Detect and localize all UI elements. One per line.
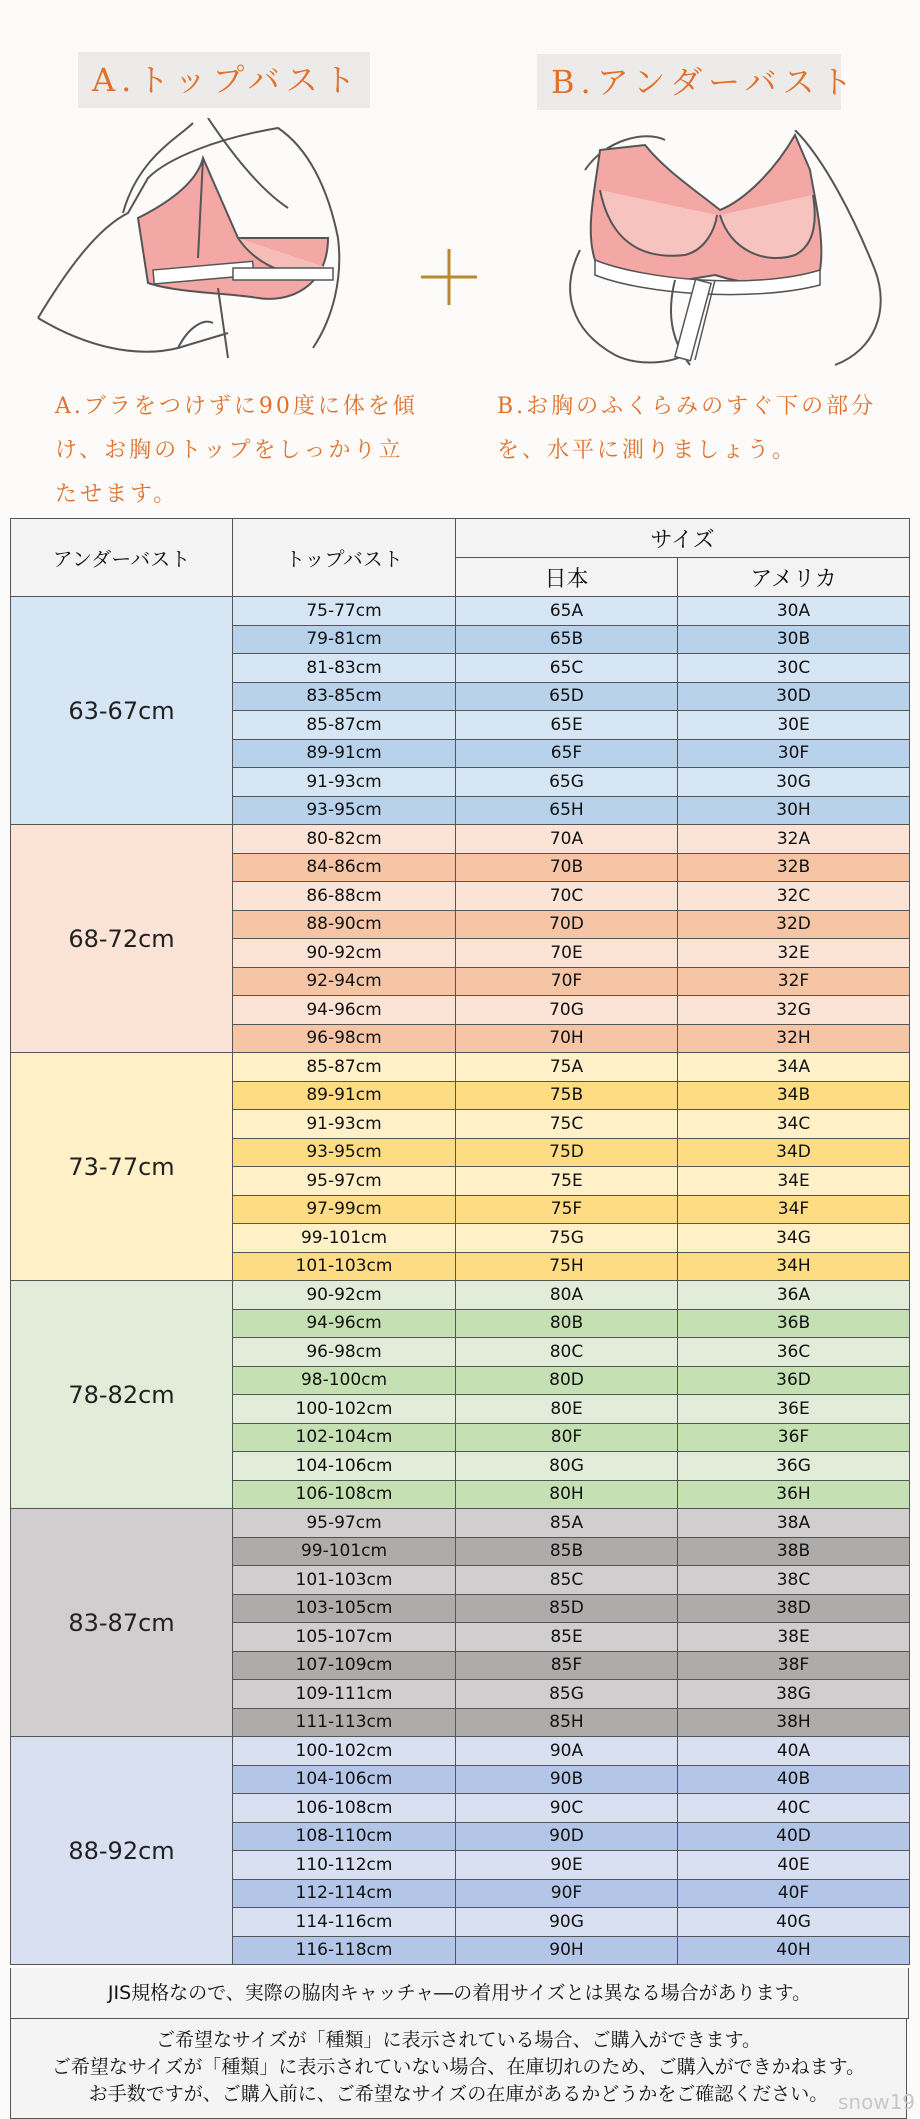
usa-size-cell: 36G <box>678 1452 910 1481</box>
japan-size-cell: 80A <box>456 1281 678 1310</box>
under-bust-illustration <box>555 130 900 375</box>
usa-size-cell: 40B <box>678 1765 910 1794</box>
top-bust-cell: 96-98cm <box>233 1338 456 1367</box>
top-bust-cell: 86-88cm <box>233 882 456 911</box>
japan-size-cell: 75B <box>456 1081 678 1110</box>
top-bust-cell: 80-82cm <box>233 825 456 854</box>
usa-size-cell: 30F <box>678 739 910 768</box>
header-usa: アメリカ <box>678 558 910 597</box>
usa-size-cell: 36E <box>678 1395 910 1424</box>
usa-size-cell: 32D <box>678 910 910 939</box>
desc-b-line: B.お胸のふくらみのすぐ下の部分 <box>497 394 877 419</box>
japan-size-cell: 65G <box>456 768 678 797</box>
usa-size-cell: 38E <box>678 1623 910 1652</box>
usa-size-cell: 32H <box>678 1024 910 1053</box>
japan-size-cell: 85A <box>456 1509 678 1538</box>
usa-size-cell: 30A <box>678 597 910 626</box>
japan-size-cell: 70A <box>456 825 678 854</box>
japan-size-cell: 90G <box>456 1908 678 1937</box>
usa-size-cell: 38B <box>678 1537 910 1566</box>
japan-size-cell: 75D <box>456 1138 678 1167</box>
top-bust-cell: 89-91cm <box>233 1081 456 1110</box>
purchase-note-line: お手数ですが、ご購入前に、ご希望なサイズの在庫があるかどうかをご確認ください。 <box>88 2083 829 2105</box>
size-table-body <box>11 597 910 1965</box>
label-under-bust: B.アンダーバスト <box>537 54 841 110</box>
usa-size-cell: 32C <box>678 882 910 911</box>
japan-size-cell: 70G <box>456 996 678 1025</box>
size-chart <box>10 518 909 1965</box>
japan-size-cell: 90C <box>456 1794 678 1823</box>
japan-size-cell: 70B <box>456 853 678 882</box>
size-table <box>10 518 910 1965</box>
usa-size-cell: 36B <box>678 1309 910 1338</box>
top-bust-cell: 112-114cm <box>233 1879 456 1908</box>
usa-size-cell: 30D <box>678 682 910 711</box>
top-bust-cell: 107-109cm <box>233 1651 456 1680</box>
top-bust-cell: 85-87cm <box>233 1053 456 1082</box>
japan-size-cell: 70D <box>456 910 678 939</box>
japan-size-cell: 80B <box>456 1309 678 1338</box>
purchase-note-line: ご希望なサイズが「種類」に表示されていない場合、在庫切れのため、ご購入ができかねます。 <box>51 2056 866 2078</box>
top-bust-cell: 83-85cm <box>233 682 456 711</box>
top-bust-cell: 98-100cm <box>233 1366 456 1395</box>
top-bust-cell: 95-97cm <box>233 1167 456 1196</box>
header-size: サイズ <box>456 519 910 558</box>
japan-size-cell: 65F <box>456 739 678 768</box>
jis-note: JIS規格なので、実際の脇肉キャッチャ―の着用サイズとは異なる場合があります。 <box>10 1968 909 2019</box>
table-row <box>11 597 910 626</box>
japan-size-cell: 70E <box>456 939 678 968</box>
label-top-bust: A.トップバスト <box>78 52 370 108</box>
header-top-bust: トップバスト <box>233 519 456 597</box>
usa-size-cell: 34F <box>678 1195 910 1224</box>
top-bust-cell: 103-105cm <box>233 1594 456 1623</box>
top-bust-cell: 109-111cm <box>233 1680 456 1709</box>
japan-size-cell: 90B <box>456 1765 678 1794</box>
usa-size-cell: 36A <box>678 1281 910 1310</box>
usa-size-cell: 40G <box>678 1908 910 1937</box>
usa-size-cell: 32F <box>678 967 910 996</box>
usa-size-cell: 36D <box>678 1366 910 1395</box>
measurement-guide <box>0 0 920 518</box>
usa-size-cell: 30G <box>678 768 910 797</box>
watermark: snow19 <box>838 2090 916 2114</box>
top-bust-cell: 95-97cm <box>233 1509 456 1538</box>
japan-size-cell: 80C <box>456 1338 678 1367</box>
under-bust-cell: 78-82cm <box>11 1281 233 1509</box>
usa-size-cell: 34A <box>678 1053 910 1082</box>
top-bust-cell: 100-102cm <box>233 1395 456 1424</box>
top-bust-cell: 85-87cm <box>233 711 456 740</box>
japan-size-cell: 65H <box>456 796 678 825</box>
top-bust-cell: 114-116cm <box>233 1908 456 1937</box>
japan-size-cell: 75F <box>456 1195 678 1224</box>
japan-size-cell: 80G <box>456 1452 678 1481</box>
top-bust-cell: 104-106cm <box>233 1452 456 1481</box>
japan-size-cell: 85E <box>456 1623 678 1652</box>
usa-size-cell: 34E <box>678 1167 910 1196</box>
under-bust-cell: 88-92cm <box>11 1737 233 1965</box>
top-bust-cell: 111-113cm <box>233 1708 456 1737</box>
top-bust-cell: 101-103cm <box>233 1252 456 1281</box>
japan-size-cell: 90F <box>456 1879 678 1908</box>
top-bust-cell: 99-101cm <box>233 1224 456 1253</box>
japan-size-cell: 70H <box>456 1024 678 1053</box>
under-bust-cell: 68-72cm <box>11 825 233 1053</box>
japan-size-cell: 90E <box>456 1851 678 1880</box>
usa-size-cell: 40F <box>678 1879 910 1908</box>
top-bust-cell: 102-104cm <box>233 1423 456 1452</box>
top-bust-description <box>55 385 445 517</box>
usa-size-cell: 32B <box>678 853 910 882</box>
top-bust-cell: 94-96cm <box>233 996 456 1025</box>
table-row <box>11 825 910 854</box>
top-bust-cell: 91-93cm <box>233 1110 456 1139</box>
top-bust-cell: 88-90cm <box>233 910 456 939</box>
top-bust-cell: 93-95cm <box>233 796 456 825</box>
usa-size-cell: 38G <box>678 1680 910 1709</box>
japan-size-cell: 85H <box>456 1708 678 1737</box>
japan-size-cell: 65D <box>456 682 678 711</box>
top-bust-cell: 97-99cm <box>233 1195 456 1224</box>
usa-size-cell: 34C <box>678 1110 910 1139</box>
desc-a-line: け、お胸のトップをしっかり立 <box>55 438 404 463</box>
usa-size-cell: 34B <box>678 1081 910 1110</box>
usa-size-cell: 38D <box>678 1594 910 1623</box>
japan-size-cell: 85C <box>456 1566 678 1595</box>
japan-size-cell: 75E <box>456 1167 678 1196</box>
japan-size-cell: 70F <box>456 967 678 996</box>
japan-size-cell: 90A <box>456 1737 678 1766</box>
japan-size-cell: 75G <box>456 1224 678 1253</box>
top-bust-cell: 99-101cm <box>233 1537 456 1566</box>
usa-size-cell: 40H <box>678 1936 910 1965</box>
under-bust-cell: 83-87cm <box>11 1509 233 1737</box>
purchase-note-line: ご希望なサイズが「種類」に表示されている場合、ご購入ができます。 <box>156 2029 761 2051</box>
japan-size-cell: 85F <box>456 1651 678 1680</box>
top-bust-cell: 94-96cm <box>233 1309 456 1338</box>
top-bust-cell: 89-91cm <box>233 739 456 768</box>
top-bust-cell: 116-118cm <box>233 1936 456 1965</box>
japan-size-cell: 65A <box>456 597 678 626</box>
usa-size-cell: 40D <box>678 1822 910 1851</box>
usa-size-cell: 38A <box>678 1509 910 1538</box>
japan-size-cell: 80D <box>456 1366 678 1395</box>
japan-size-cell: 65B <box>456 625 678 654</box>
table-row <box>11 1509 910 1538</box>
usa-size-cell: 32E <box>678 939 910 968</box>
top-bust-cell: 92-94cm <box>233 967 456 996</box>
header-under-bust: アンダーバスト <box>11 519 233 597</box>
japan-size-cell: 85G <box>456 1680 678 1709</box>
usa-size-cell: 34G <box>678 1224 910 1253</box>
usa-size-cell: 34D <box>678 1138 910 1167</box>
top-bust-cell: 90-92cm <box>233 1281 456 1310</box>
top-bust-cell: 96-98cm <box>233 1024 456 1053</box>
japan-size-cell: 75H <box>456 1252 678 1281</box>
under-bust-cell: 73-77cm <box>11 1053 233 1281</box>
under-bust-cell: 63-67cm <box>11 597 233 825</box>
japan-size-cell: 80F <box>456 1423 678 1452</box>
japan-size-cell: 90H <box>456 1936 678 1965</box>
usa-size-cell: 34H <box>678 1252 910 1281</box>
top-bust-illustration <box>28 118 358 368</box>
top-bust-cell: 106-108cm <box>233 1480 456 1509</box>
top-bust-cell: 84-86cm <box>233 853 456 882</box>
top-bust-cell: 79-81cm <box>233 625 456 654</box>
top-bust-cell: 104-106cm <box>233 1765 456 1794</box>
usa-size-cell: 36C <box>678 1338 910 1367</box>
usa-size-cell: 36F <box>678 1423 910 1452</box>
desc-a-line: A.ブラをつけずに90度に体を傾 <box>55 394 418 419</box>
table-row <box>11 1281 910 1310</box>
japan-size-cell: 65C <box>456 654 678 683</box>
usa-size-cell: 30B <box>678 625 910 654</box>
purchase-note <box>10 2019 907 2119</box>
japan-size-cell: 80H <box>456 1480 678 1509</box>
desc-b-line: を、水平に測りましょう。 <box>497 438 798 463</box>
top-bust-cell: 110-112cm <box>233 1851 456 1880</box>
header-japan: 日本 <box>456 558 678 597</box>
usa-size-cell: 32G <box>678 996 910 1025</box>
top-bust-cell: 105-107cm <box>233 1623 456 1652</box>
table-row <box>11 1053 910 1082</box>
japan-size-cell: 85D <box>456 1594 678 1623</box>
table-row <box>11 1737 910 1766</box>
usa-size-cell: 36H <box>678 1480 910 1509</box>
top-bust-cell: 81-83cm <box>233 654 456 683</box>
usa-size-cell: 38F <box>678 1651 910 1680</box>
japan-size-cell: 65E <box>456 711 678 740</box>
plus-icon <box>419 247 479 307</box>
top-bust-cell: 91-93cm <box>233 768 456 797</box>
top-bust-cell: 75-77cm <box>233 597 456 626</box>
usa-size-cell: 30H <box>678 796 910 825</box>
japan-size-cell: 80E <box>456 1395 678 1424</box>
top-bust-cell: 108-110cm <box>233 1822 456 1851</box>
top-bust-cell: 106-108cm <box>233 1794 456 1823</box>
top-bust-cell: 101-103cm <box>233 1566 456 1595</box>
japan-size-cell: 70C <box>456 882 678 911</box>
usa-size-cell: 40E <box>678 1851 910 1880</box>
usa-size-cell: 40A <box>678 1737 910 1766</box>
usa-size-cell: 38C <box>678 1566 910 1595</box>
japan-size-cell: 90D <box>456 1822 678 1851</box>
top-bust-cell: 100-102cm <box>233 1737 456 1766</box>
japan-size-cell: 75C <box>456 1110 678 1139</box>
usa-size-cell: 32A <box>678 825 910 854</box>
japan-size-cell: 85B <box>456 1537 678 1566</box>
under-bust-description <box>497 385 909 473</box>
desc-a-line: たせます。 <box>55 482 179 507</box>
usa-size-cell: 30E <box>678 711 910 740</box>
top-bust-cell: 93-95cm <box>233 1138 456 1167</box>
usa-size-cell: 40C <box>678 1794 910 1823</box>
usa-size-cell: 30C <box>678 654 910 683</box>
japan-size-cell: 75A <box>456 1053 678 1082</box>
usa-size-cell: 38H <box>678 1708 910 1737</box>
top-bust-cell: 90-92cm <box>233 939 456 968</box>
